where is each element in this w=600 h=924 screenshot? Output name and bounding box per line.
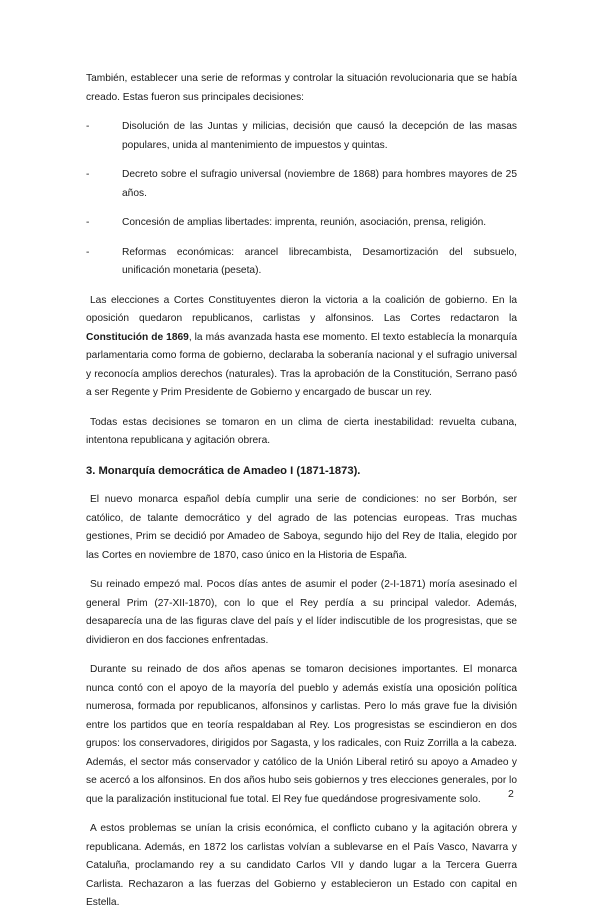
body-paragraph: Durante su reinado de dos años apenas se tomaron decisiones importantes. El monarca nunca contó con el apoyo de la mayoría del pueblo y además existía una oposición política numerosa, formada por republicanos, alfonsinos y carlistas. Pero lo más grave fue la división entre los partidos que en teoría respaldaban al Rey. Los progresistas se escindieron en dos grupos: los conservadores, dirigidos por Sagasta, y los radicales, con Ruiz Zorrilla a la cabeza. Además, el sector más conservador y católico de la Unión Liberal retiró su apoyo a Amadeo y se acercó a los alfonsinos. En dos años hubo seis gobiernos y tres elecciones generales, por lo que la paralización institucional fue total. El Rey fue quedándose progresivamente solo. xyxy=(86,664,517,805)
decision-text: Concesión de amplias libertades: imprenta, reunión, asociación, prensa, religión. xyxy=(122,217,487,228)
body-paragraph: El nuevo monarca español debía cumplir una serie de condiciones: no ser Borbón, ser católico, de talante democrático y del agrado de las potencias europeas. Tras muchas gestiones, Prim se decidió por Amadeo de Saboya, segundo hijo del Rey de Italia, elegido por las Cortes en noviembre de 1870, caso único en la Historia de España. xyxy=(86,494,517,561)
intro-paragraph: También, establecer una serie de reformas y controlar la situación revolucionaria que se había creado. Estas fueron sus principales decisiones: xyxy=(86,73,517,103)
decision-item xyxy=(86,166,517,203)
decision-item xyxy=(86,214,517,233)
constitution-1869-bold: Constitución de 1869 xyxy=(86,331,189,343)
body-paragraph: Su reinado empezó mal. Pocos días antes de asumir el poder (2-I-1871) moría asesinado el general Prim (27-XII-1870), con lo que el Rey perdía a su principal valedor. Además, desaparecía una de las figuras clave del país y el líder indiscutible de los progresistas, que se dividieron en dos facciones enfrentadas. xyxy=(86,579,517,646)
cortes-paragraph xyxy=(86,292,517,403)
page-number: 2 xyxy=(508,788,514,800)
section-heading: 3. Monarquía democrática de Amadeo I (1871-1873). xyxy=(86,464,361,477)
bullet-dash: - xyxy=(86,217,90,228)
decision-item xyxy=(86,118,517,155)
bullet-dash: - xyxy=(86,169,90,180)
body-paragraph: A estos problemas se unían la crisis económica, el conflicto cubano y la agitación obrera y republicana. Además, en 1872 los carlistas volvían a sublevarse en el País Vasco, Navarra y Cataluña, proclamando rey a su candidato Carlos VII y dando lugar a la Tercera Guerra Carlista. Rechazaron a las fuerzas del Gobierno y establecieron un Estado con capital en Estella. xyxy=(86,823,517,908)
document-body xyxy=(86,70,517,924)
bullet-dash: - xyxy=(86,121,90,132)
cortes-text-before: Las elecciones a Cortes Constituyentes dieron la victoria a la coalición de gobierno. En la oposición quedaron republicanos, carlistas y alfonsinos. Las Cortes redactaron la xyxy=(86,294,517,324)
decision-item xyxy=(86,244,517,281)
decision-text: Disolución de las Juntas y milicias, decisión que causó la decepción de las masas populares, unida al mantenimiento de impuestos y quintas. xyxy=(122,121,517,151)
cortes-text-after: , la más avanzada hasta ese momento. El texto establecía la monarquía parlamentaria como forma de gobierno, declaraba la soberanía nacional y el sufragio universal y reconocía amplios derechos (naturales). Tras la aprobación de la Constitución, Serrano pasó a ser Regente y Prim Presidente de Gobierno y encargado de buscar un rey. xyxy=(86,331,517,398)
decision-text: Reformas económicas: arancel librecambista, Desamortización del subsuelo, unificación monetaria (peseta). xyxy=(122,246,517,276)
bullet-dash: - xyxy=(86,246,90,258)
instability-paragraph: Todas estas decisiones se tomaron en un clima de cierta inestabilidad: revuelta cubana, intentona republicana y agitación obrera. xyxy=(86,416,517,446)
decision-text: Decreto sobre el sufragio universal (noviembre de 1868) para hombres mayores de 25 años. xyxy=(122,169,517,199)
